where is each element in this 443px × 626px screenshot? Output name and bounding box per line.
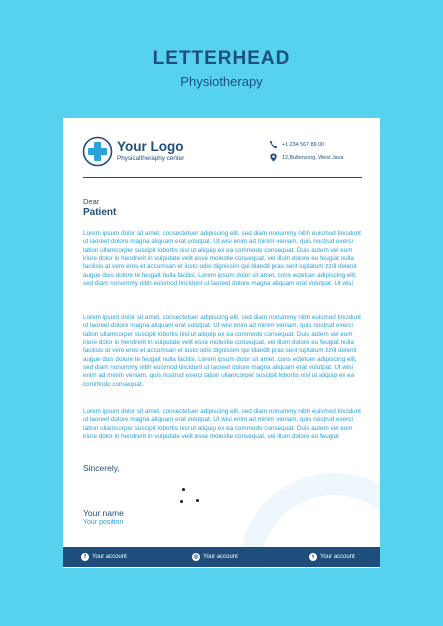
medical-cross-icon bbox=[82, 136, 113, 167]
header-divider bbox=[83, 177, 362, 178]
social-instagram[interactable] bbox=[192, 547, 238, 567]
signature-dot bbox=[196, 499, 199, 502]
recipient-name: Patient bbox=[83, 207, 117, 218]
phone-icon bbox=[269, 140, 278, 149]
signer-position: Your position bbox=[83, 519, 124, 526]
closing: Sincerely, bbox=[83, 463, 120, 473]
facebook-icon: f bbox=[81, 553, 89, 561]
logo-title: Your Logo bbox=[117, 139, 184, 154]
hero-title: LETTERHEAD bbox=[152, 48, 291, 69]
phone-number: +1 234 567 89 00 bbox=[282, 141, 325, 148]
body-paragraph-2: Lorem ipsum dolor sit amet, consectetuer adipiscing elit, sed diam nonummy nibh euismod tincidunt ut laoreet dolore magna aliquam erat volutpat. Ut wisi enim ad minim veniam, quis nostrud exerci tation ullamcorper suscipit lobortis nisl ut aliquip ex ea commodo consequat. Duis autem vel eum iriure dolor in hendrerit in vulputate velit esse molestie consequat, vel illum dolore eu feugiat nulla facilisis at vero eros et accumsan et iusto odio dignissim qui blandit pras sent luptatum zzril delenit augue duis dolore te feugait nulla facilisi. Lorem ipsum dolor sit amet, cons ectetuer adipiscing elit, sed diam nonummy nibh euismod tincidunt ut laoreet dolore magna aliquam erat volutpat. Ut wisi enim ad minim veniam, quis nostrud exerci tation ullamcorper suscipit lobortis nisl ut aliquip ex ea commodo consequat. bbox=[83, 314, 361, 388]
social-label: Your account bbox=[320, 554, 355, 560]
address: 12,Bultenzorg, West Java bbox=[282, 154, 344, 161]
instagram-icon: ◎ bbox=[193, 554, 199, 560]
footer-bar bbox=[63, 547, 380, 567]
social-label: Your account bbox=[92, 554, 127, 560]
social-twitter[interactable] bbox=[309, 547, 355, 567]
signature-dot bbox=[182, 488, 185, 491]
body-paragraph-3: Lorem ipsum dolor sit amet, consectetuer adipiscing elit, sed diam nonummy nibh euismod tincidunt ut laoreet dolore magna aliquam erat volutpat. Ut wisi enim ad minim veniam, quis nostrud exerci tation ullamcorper suscipit lobortis nisl ut aliquip ex ea commodo consequat. Duis autem vel eum iriure dolor in hendrerit in vulputate velit esse molestie consequat, vel illum dolore eu feugiat bbox=[83, 408, 361, 441]
social-label: Your account bbox=[203, 554, 238, 560]
hero-subtitle: Physiotherapy bbox=[180, 74, 263, 89]
signer-name: Your name bbox=[83, 508, 124, 518]
location-pin-icon bbox=[269, 153, 278, 162]
body-paragraph-1: Lorem ipsum dolor sit amet, consectetuer adipiscing elit, sed diam nonummy nibh euismod tincidunt ut laoreet dolore magna aliquam erat volutpat. Ut wisi enim ad minim veniam, quis nostrud exerci tation ullamcorper suscipit lobortis nisl ut aliquip ex ea commodo consequat. Duis autem vel eum iriure dolor in hendrerit in vulputate velit esse molestie consequat, vel illum dolore eu feugiat nulla facilisis at vero eros et accumsan et iusto odio dignissim qui blandit pras sent luptatum zzril delenit augue duis dolore te feugait nulla facilisi. Lorem ipsum dolor sit amet, cons ectetuer adipiscing elit, sed diam nonummy nibh euismod tincidunt ut laoreet dolore magna aliquam erat volutpat. Ut wisi bbox=[83, 230, 361, 288]
logo-subtitle: Physicaltheraphy center bbox=[117, 155, 185, 162]
social-facebook[interactable] bbox=[81, 547, 127, 567]
twitter-icon: t bbox=[309, 553, 317, 561]
signature-mark bbox=[179, 486, 205, 506]
greeting: Dear bbox=[83, 197, 100, 206]
signature-dot bbox=[180, 500, 183, 503]
letterhead-paper bbox=[63, 118, 380, 568]
